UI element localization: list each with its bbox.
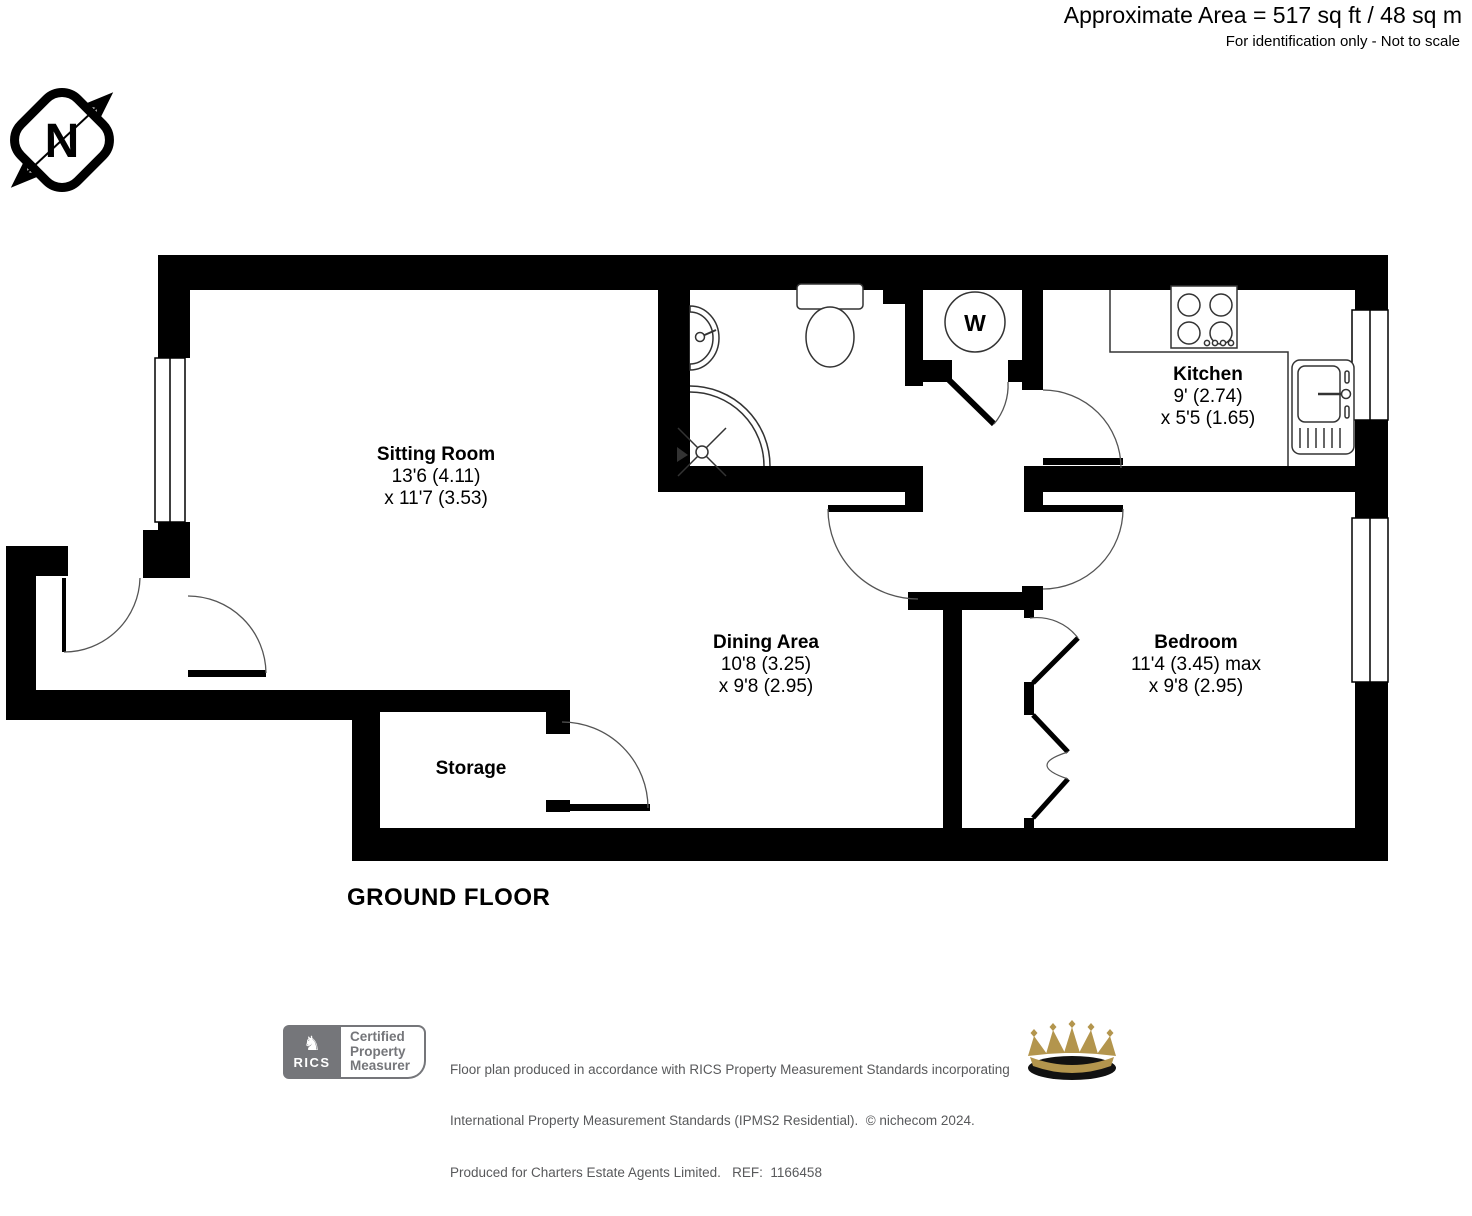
certified-property-measurer-label: Certified Property Measurer <box>341 1025 426 1079</box>
bedroom-bifold-doors <box>1030 618 1078 818</box>
kitchen-sink-icon <box>1292 360 1354 454</box>
disclaimer-line-3: Produced for Charters Estate Agents Limited. REF: 1166458 <box>450 1165 822 1181</box>
svg-text:W: W <box>964 310 986 336</box>
north-arrow-icon <box>3 83 122 196</box>
floor-title: GROUND FLOOR <box>347 884 551 911</box>
rics-certified-badge <box>283 1025 426 1079</box>
room-label-dining-area: Dining Area 10'8 (3.25) x 9'8 (2.95) <box>713 632 819 698</box>
disclaimer-line-1: Floor plan produced in accordance with RICS Property Measurement Standards incorporating <box>450 1061 1010 1077</box>
bedroom-hall-door <box>1043 505 1123 589</box>
rics-wordmark: RICS <box>293 1055 331 1070</box>
hob-icon <box>1171 286 1237 348</box>
rics-logo <box>283 1025 341 1079</box>
rics-lion-icon: ♞ <box>303 1033 321 1055</box>
approximate-area-text: Approximate Area = 517 sq ft / 48 sq m <box>1063 2 1462 28</box>
not-to-scale-note: For identification only - Not to scale <box>1225 33 1460 50</box>
kitchen-door <box>1043 390 1123 468</box>
bathroom-sink-icon <box>690 306 719 370</box>
washer-icon <box>945 292 1005 352</box>
window-kitchen <box>1352 310 1388 420</box>
window-sitting-room <box>155 358 185 522</box>
shower-icon <box>677 386 770 476</box>
window-bedroom <box>1352 518 1388 682</box>
room-label-sitting-room: Sitting Room 13'6 (4.11) x 11'7 (3.53) <box>376 444 496 510</box>
washer-cupboard-door <box>949 380 1008 424</box>
dining-door <box>828 505 918 599</box>
footer-disclaimer <box>450 1026 1010 1216</box>
storage-door <box>562 722 650 811</box>
room-label-storage: Storage <box>435 758 507 779</box>
crown-logo-icon <box>1028 1020 1116 1080</box>
room-label-bedroom: Bedroom 11'4 (3.45) max x 9'8 (2.95) <box>1130 632 1262 698</box>
porch-inner-door <box>188 596 266 677</box>
toilet-icon <box>797 284 863 367</box>
disclaimer-line-2: International Property Measurement Standards (IPMS2 Residential). © nichecom 2024. <box>450 1113 975 1129</box>
svg-text:N: N <box>44 115 80 168</box>
room-label-kitchen: Kitchen 9' (2.74) x 5'5 (1.65) <box>1160 364 1256 430</box>
front-door <box>64 578 140 652</box>
